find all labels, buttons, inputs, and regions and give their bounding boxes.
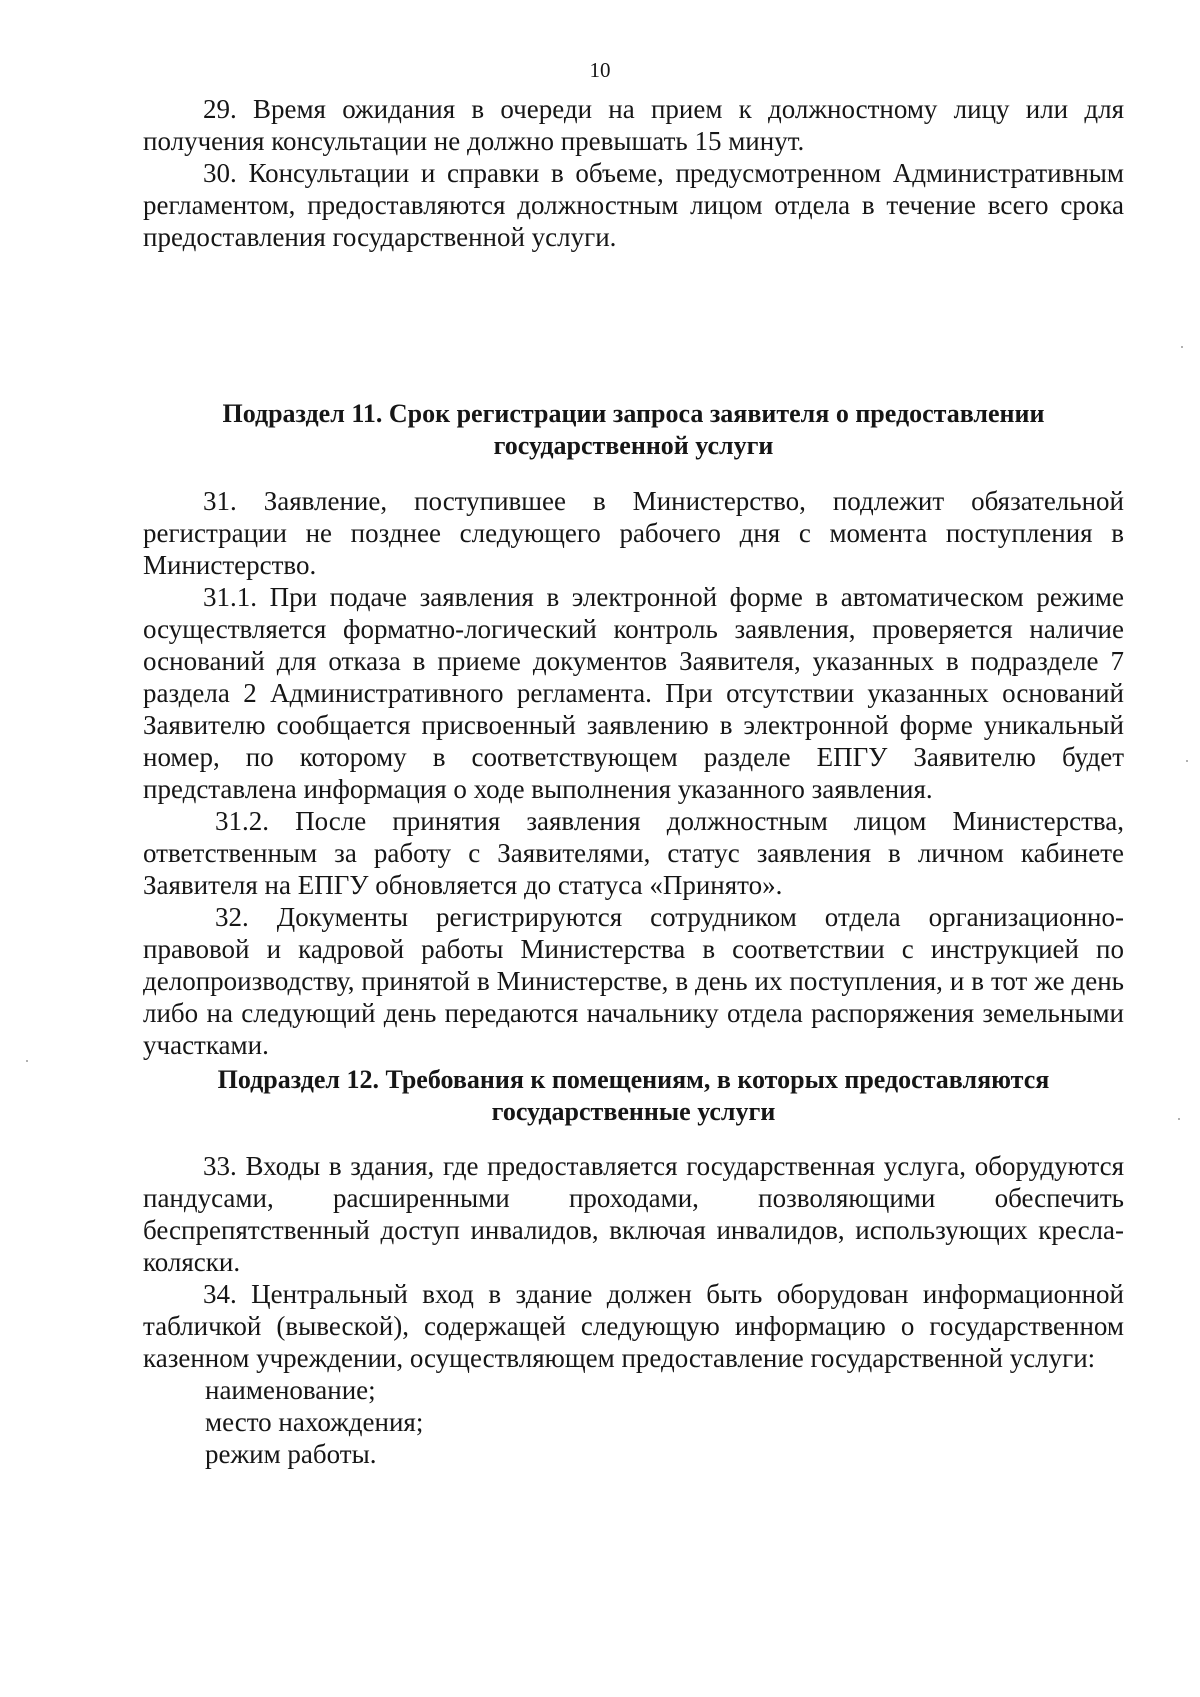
list-item-hours: режим работы. [205,1439,377,1469]
paragraph-34: 34. Центральный вход в здание должен быть оборудован информационной табличкой (вывеской), содержащей следующую информацию о государственном казенном учреждении, осуществляющем предоставление государственной услуги: [143,1279,1124,1373]
scan-speck [1186,760,1188,762]
paragraph-31-2: 31.2. После принятия заявления должностным лицом Министерства, ответственным за работу с Заявителями, статус заявления в личном кабинете Заявителя на ЕПГУ обновляется до статуса «Принято». [143,806,1124,900]
paragraph-30: 30. Консультации и справки в объеме, предусмотренном Административным регламентом, предоставляются должностным лицом отдела в течение всего срока предоставления государственной услуги. [143,158,1124,252]
list-item-name: наименование; [205,1375,376,1405]
paragraph-31: 31. Заявление, поступившее в Министерство, подлежит обязательной регистрации не позднее следующего рабочего дня с момента поступления в Министерство. [143,486,1124,580]
paragraph-31-1: 31.1. При подаче заявления в электронной форме в автоматическом режиме осуществляется форматно-логический контроль заявления, проверяется наличие оснований для отказа в приеме документов Заявителя, указанных в подразделе 7 раздела 2 Административного регламента. При отсутствии указанных оснований Заявителю сообщается присвоенный заявлению в электронной форме уникальный номер, по которому в соответствующем разделе ЕПГУ Заявителю будет представлена информация о ходе выполнения указанного заявления. [143,582,1124,804]
subsection-11-heading [143,398,1124,462]
paragraph-32: 32. Документы регистрируются сотрудником отдела организационно-правовой и кадровой работы Министерства в соответствии с инструкцией по делопроизводству, принятой в Министерстве, в день их поступления, и в тот же день либо на следующий день передаются начальнику отдела распоряжения земельными участками. [143,902,1124,1060]
subsection-12-body [143,1150,1124,1470]
section-10-tail [143,93,1124,253]
scan-speck [1181,346,1183,348]
subsection-12-heading [143,1064,1124,1128]
paragraph-33: 33. Входы в здания, где предоставляется государственная услуга, оборудуются пандусами, расширенными проходами, позволяющими обеспечить беспрепятственный доступ инвалидов, включая инвалидов, использующих кресла-коляски. [143,1151,1124,1277]
scan-speck [1178,1118,1180,1120]
subsection-11-heading-line2: государственной услуги [493,431,774,460]
list-item-location: место нахождения; [205,1407,424,1437]
scan-speck [26,1060,28,1062]
subsection-12-heading-line2: государственные услуги [491,1097,776,1126]
paragraph-29: 29. Время ожидания в очереди на прием к должностному лицу или для получения консультации не должно превышать 15 минут. [143,94,1124,156]
page-number: 10 [589,58,611,82]
subsection-11-body [143,485,1124,1061]
subsection-11-heading-line1: Подраздел 11. Срок регистрации запроса заявителя о предоставлении [222,399,1045,428]
subsection-12-heading-line1: Подраздел 12. Требования к помещениям, в которых предоставляются [217,1065,1050,1094]
